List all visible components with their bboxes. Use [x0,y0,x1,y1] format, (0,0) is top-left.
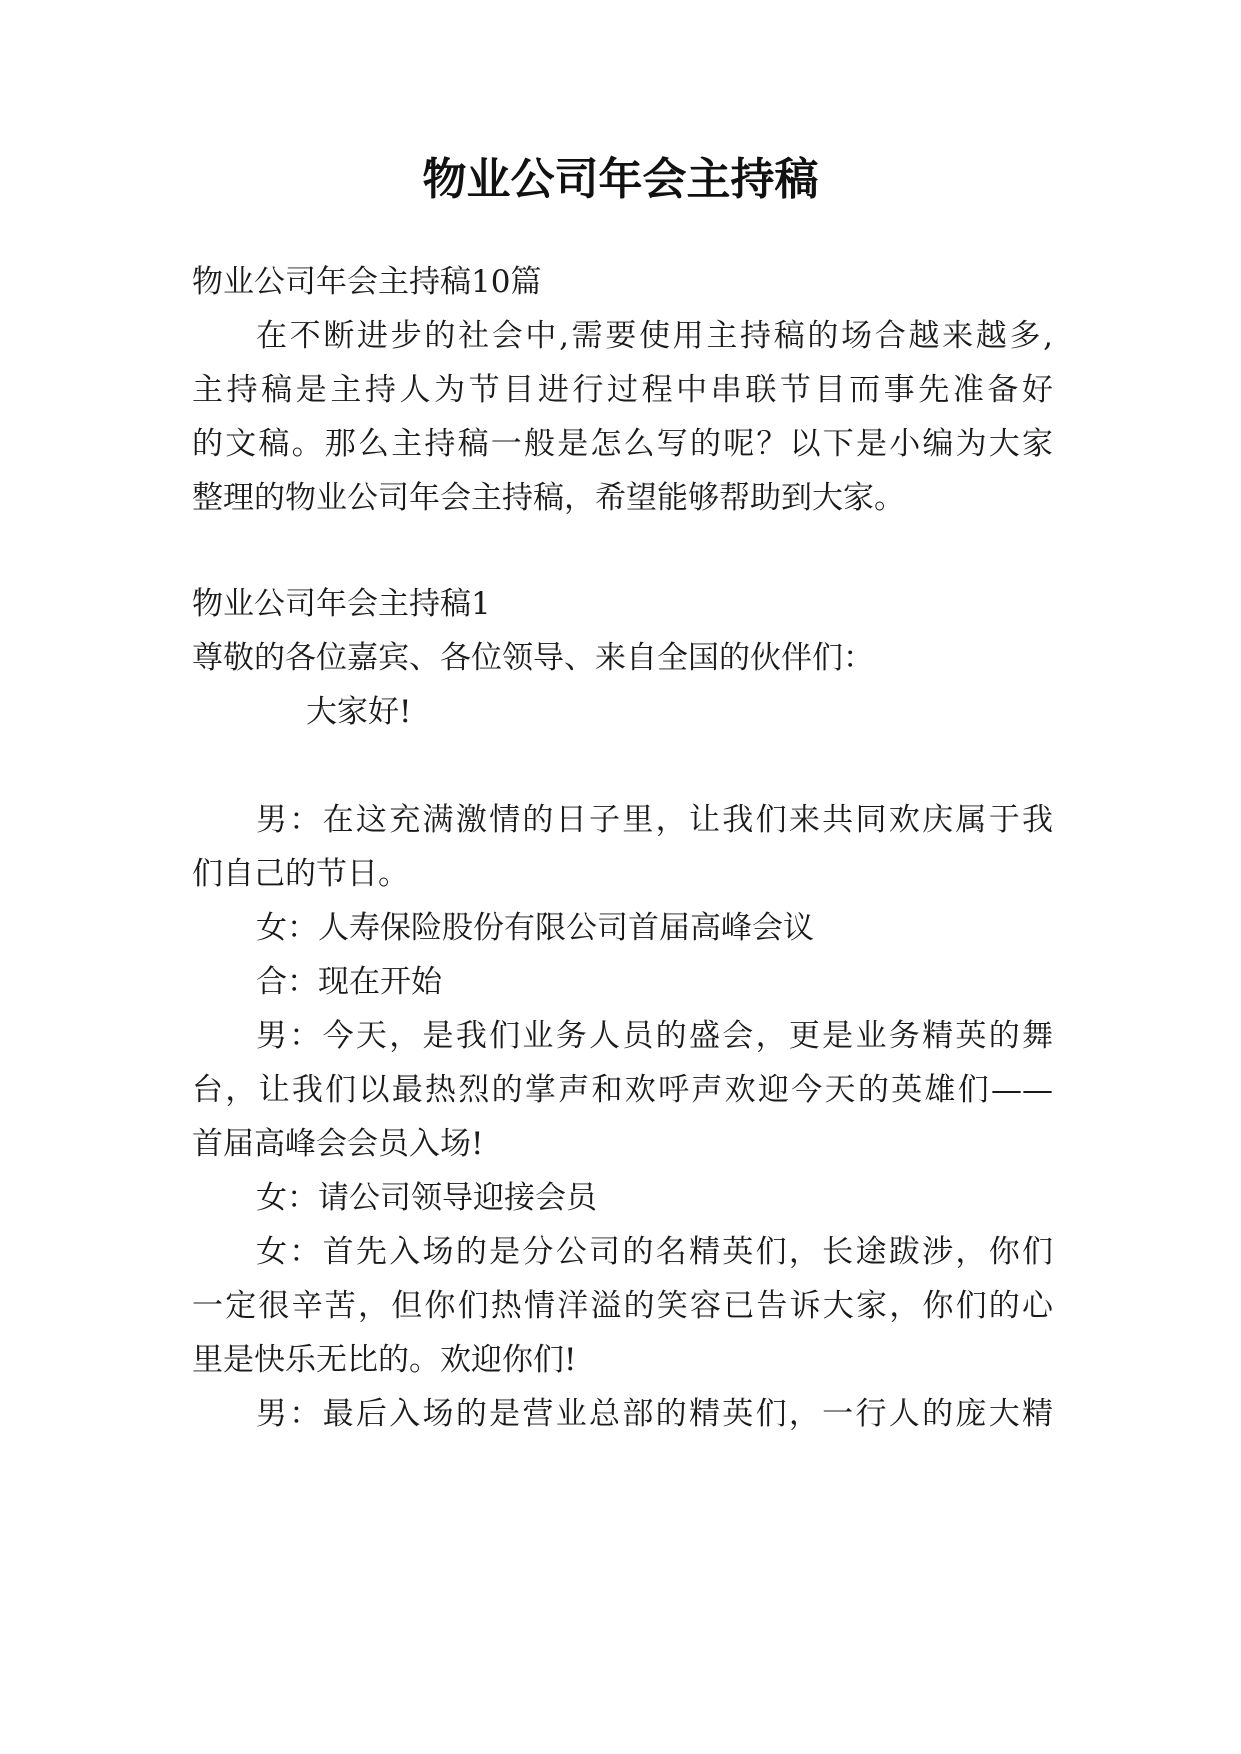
paragraph-line: 男：在这充满激情的日子里，让我们来共同欢庆属于我 [256,802,1053,838]
paragraph-line: 的文稿。那么主持稿一般是怎么写的呢？以下是小编为大家 [192,426,1053,462]
paragraph-line: 女：人寿保险股份有限公司首届高峰会议 [256,910,814,946]
paragraph-line: 男：最后入场的是营业总部的精英们，一行人的庞大精 [256,1396,1053,1432]
paragraph-line: 主持稿是主持人为节目进行过程中串联节目而事先准备好 [192,372,1053,408]
paragraph-line: 尊敬的各位嘉宾、各位领导、来自全国的伙伴们： [192,640,874,676]
subtitle-line: 物业公司年会主持稿10篇 [192,264,542,300]
paragraph-line: 女：首先入场的是分公司的名精英们，长途跋涉，你们 [256,1234,1053,1270]
paragraph-line: 大家好! [306,694,412,730]
paragraph-line: 一定很辛苦，但你们热情洋溢的笑容已告诉大家，你们的心 [192,1288,1053,1324]
paragraph-line: 里是快乐无比的。欢迎你们! [192,1342,577,1378]
paragraph-line: 男：今天，是我们业务人员的盛会，更是业务精英的舞 [256,1018,1053,1054]
section-heading: 物业公司年会主持稿1 [192,586,491,622]
paragraph-line: 们自己的节日。 [192,856,409,892]
paragraph-line: 在不断进步的社会中,需要使用主持稿的场合越来越多, [256,318,1053,354]
paragraph-line: 首届高峰会会员入场! [192,1126,484,1162]
paragraph-line: 整理的物业公司年会主持稿，希望能够帮助到大家。 [192,480,905,516]
paragraph-line: 台，让我们以最热烈的掌声和欢呼声欢迎今天的英雄们—— [192,1072,1053,1108]
paragraph-line: 女：请公司领导迎接会员 [256,1180,597,1216]
document-title: 物业公司年会主持稿 [422,154,819,205]
paragraph-line: 合：现在开始 [256,964,442,1000]
